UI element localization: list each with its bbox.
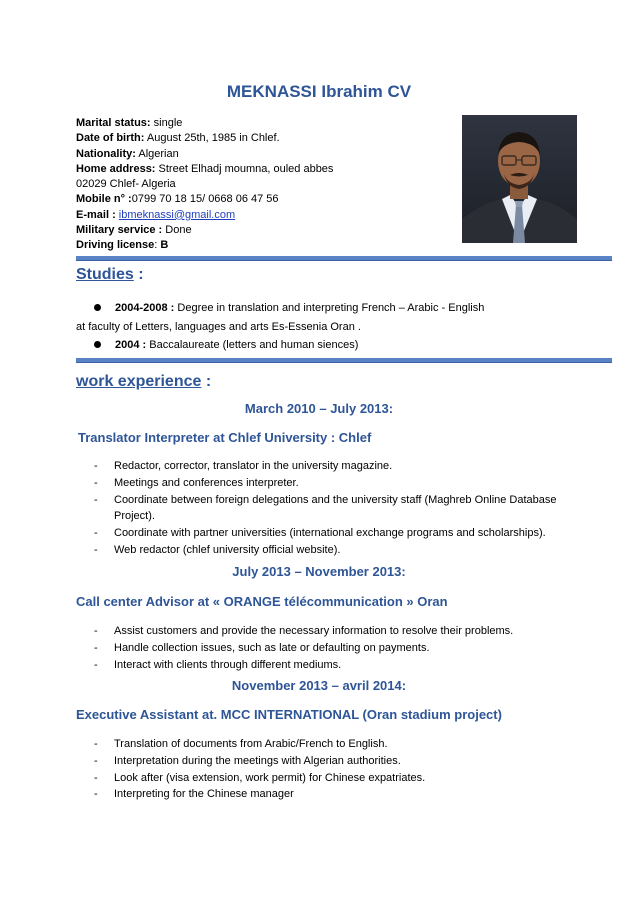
study-item-1 [94,302,484,314]
job-2-task-2: - Handle collection issues, such as late or defaulting on payments. [94,640,564,657]
mobile-row [76,192,333,207]
address-row [76,162,333,177]
job-3-title: Executive Assistant at. MCC INTERNATIONAL (Oran stadium project) [76,707,502,722]
email-row [76,208,333,223]
address-line2: 02029 Chlef- Algeria [76,178,176,191]
job-3-tasks [94,736,564,803]
driving-row [76,238,333,253]
bullet-icon [94,341,101,348]
studies-heading-colon: : [133,266,144,283]
dob-value: August 25th, 1985 in Chlef. [144,132,280,145]
driving-label: Driving license [76,239,155,252]
work-heading-text: work experience [76,373,202,390]
work-heading-colon: : [201,373,212,390]
address-label: Home address: [76,162,156,175]
job-3-task-2: - Interpretation during the meetings with Algerian authorities. [94,753,564,770]
nationality-value: Algerian [135,147,179,160]
job-3-task-4: - Interpreting for the Chinese manager [94,786,564,803]
marital-status-label: Marital status: [76,117,151,129]
email-link[interactable]: ibmeknassi@gmail.com [118,208,236,221]
study-item-1-continuation: at faculty of Letters, languages and arts Es-Essenia Oran . [76,321,361,333]
studies-heading-text: Studies [76,266,134,283]
military-label: Military service : [76,224,163,237]
job-3-task-3: - Look after (visa extension, work permit) for Chinese expatriates. [94,770,564,787]
job-1-task-1: - Redactor, corrector, translator in the university magazine. [94,458,564,475]
mobile-value: 0799 70 18 15/ 0668 06 47 56 [131,193,279,206]
section-divider-bottom [76,358,612,363]
job-2-task-1: - Assist customers and provide the necessary information to resolve their problems. [94,623,564,640]
job-2-task-3: - Interact with clients through different mediums. [94,657,564,674]
study-item-2 [94,339,358,351]
job-1-task-4: - Coordinate with partner universities (international exchange programs and scholarships). [94,525,564,542]
military-value: Done [162,224,192,237]
marital-status-row [76,116,333,131]
address-value: Street Elhadj moumna, ouled abbes [155,162,334,175]
studies-heading [76,266,144,284]
job-3-task-1: - Translation of documents from Arabic/French to English. [94,736,564,753]
job-1-task-5: - Web redactor (chlef university official website). [94,542,564,559]
job-1-tasks [94,458,564,559]
job-1-dates: March 2010 – July 2013: [244,401,394,416]
profile-photo [462,115,577,243]
study-item-1-year: 2004-2008 : [115,302,175,314]
nationality-label: Nationality: [76,147,136,160]
email-label: E-mail : [76,208,116,221]
personal-info [76,116,333,254]
dob-row [76,131,333,146]
mobile-label: Mobile n° : [76,193,132,206]
section-divider-top [76,256,612,261]
nationality-row [76,147,333,162]
job-2-title: Call center Advisor at « ORANGE télécommunication » Oran [76,594,448,609]
work-heading [76,373,211,391]
study-item-1-text: Degree in translation and interpreting French – Arabic - English [174,302,485,314]
job-2-dates: July 2013 – November 2013: [232,564,406,579]
job-1-task-3: - Coordinate between foreign delegations and the university staff (Maghreb Online Database Project). [94,492,564,526]
driving-value: B [157,239,169,252]
military-row [76,223,333,238]
study-item-2-year: 2004 : [115,339,147,351]
driving-separator: : [154,239,158,252]
marital-status-value: single [150,117,183,129]
job-1-task-2: - Meetings and conferences interpreter. [94,475,564,492]
cv-title: MEKNASSI Ibrahim CV [226,82,412,101]
job-3-dates: November 2013 – avril 2014: [231,678,407,693]
job-2-tasks [94,623,564,673]
bullet-icon [94,304,101,311]
dob-label: Date of birth: [76,132,145,145]
portrait-image [462,115,577,243]
job-1-title: Translator Interpreter at Chlef University : Chlef [78,430,372,445]
study-item-2-text: Baccalaureate (letters and human siences) [146,339,359,351]
